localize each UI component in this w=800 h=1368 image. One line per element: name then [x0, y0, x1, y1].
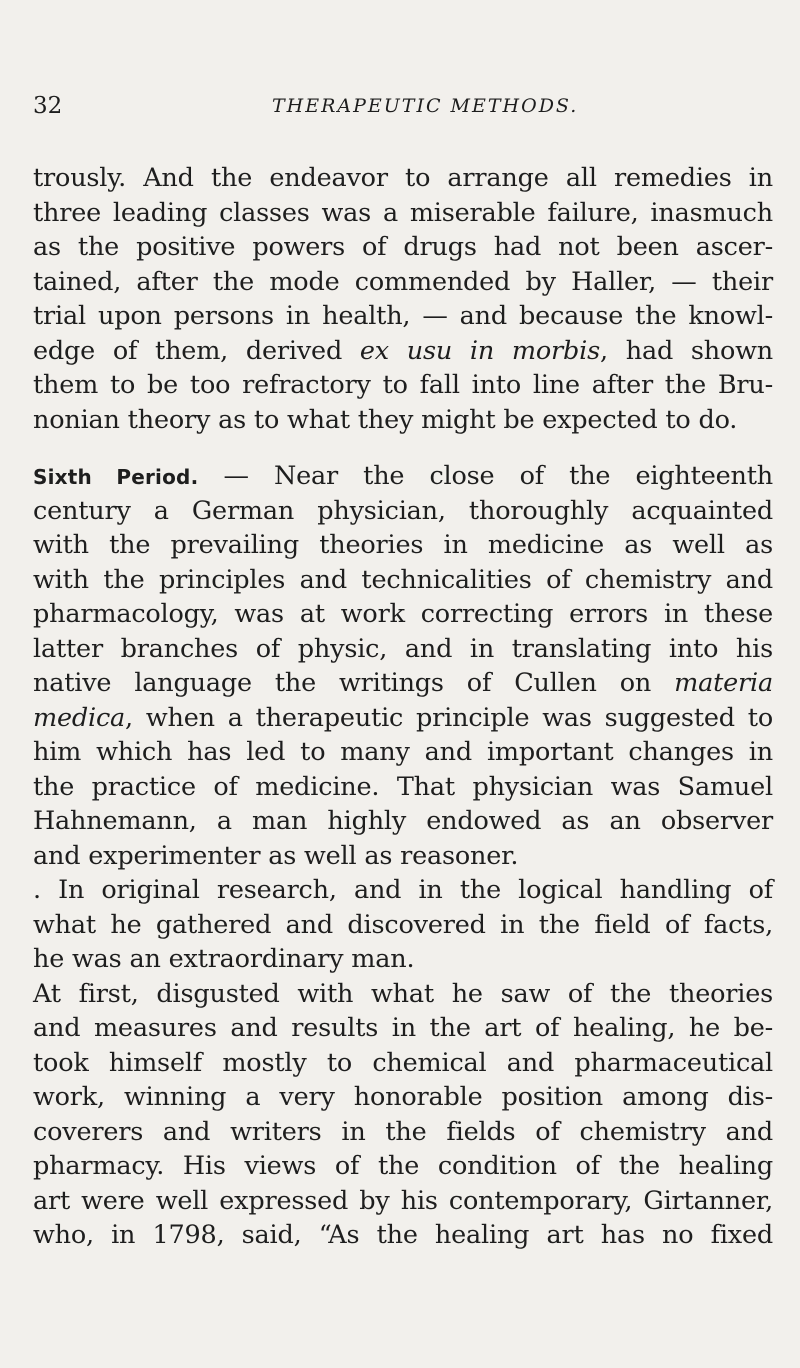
- text-line: [33, 839, 773, 874]
- text-segment: who, in 1798, said, “As the healing art has no fixed: [33, 1220, 773, 1250]
- text-segment: pharmacy. His views of the condition of the healing: [33, 1151, 773, 1181]
- text-segment: with the prevailing theories in medicine as well as: [33, 530, 773, 560]
- text-segment: , when a therapeutic principle was suggested to: [125, 702, 773, 733]
- text-segment: them to be too refractory to fall into line after the Bru-: [33, 370, 773, 400]
- text-line: [33, 701, 773, 736]
- text-line: [33, 942, 773, 977]
- italic-phrase: medica: [33, 702, 126, 733]
- text-line: [33, 403, 773, 438]
- text-segment: trously. And the endeavor to arrange all remedies in: [33, 163, 773, 193]
- text-segment: — Near the close of the eighteenth: [198, 461, 773, 491]
- text-segment: art were well expressed by his contemporary, Girtanner,: [33, 1185, 773, 1216]
- text-line: [33, 161, 773, 196]
- text-segment: the practice of medicine. That physician was Samuel: [33, 771, 773, 802]
- text-line: [33, 1046, 773, 1081]
- text-segment: nonian theory as to what they might be expected to do.: [33, 404, 738, 435]
- text-segment: native language the writings of Cullen on: [33, 668, 675, 698]
- text-segment: work, winning a very honorable position among dis-: [33, 1082, 773, 1112]
- text-segment: latter branches of physic, and in translating into his: [33, 633, 773, 664]
- text-segment: Hahnemann, a man highly endowed as an observer: [33, 806, 773, 836]
- text-line: [33, 265, 773, 300]
- text-line: [33, 1011, 773, 1046]
- text-segment: and measures and results in the art of healing, he be-: [33, 1013, 773, 1043]
- text-segment: he was an extraordinary man.: [33, 944, 415, 974]
- text-line: [33, 804, 773, 839]
- page-number: 32: [33, 93, 63, 119]
- text-line: [33, 334, 773, 369]
- italic-phrase: ex usu in morbis: [359, 335, 600, 366]
- text-line: [33, 977, 773, 1012]
- text-segment: him which has led to many and important changes in: [33, 737, 773, 767]
- text-line: [33, 735, 773, 770]
- text-segment: . In original research, and in the logical handling of: [33, 875, 773, 905]
- text-line: [33, 1080, 773, 1115]
- text-line: [33, 770, 773, 805]
- text-line: [33, 459, 773, 494]
- text-segment: what he gathered and discovered in the field of facts,: [33, 909, 773, 940]
- text-line: [33, 563, 773, 598]
- text-segment: took himself mostly to chemical and pharmaceutical: [33, 1047, 773, 1078]
- text-line: [33, 230, 773, 265]
- text-line: [33, 368, 773, 403]
- text-segment: coverers and writers in the fields of chemistry and: [33, 1116, 773, 1147]
- text-segment: edge of them, derived: [33, 335, 360, 366]
- text-line: [33, 1115, 773, 1150]
- text-segment: trial upon persons in health, — and because the knowl-: [33, 301, 773, 331]
- text-line: [33, 908, 773, 943]
- running-head: THERAPEUTIC METHODS.: [272, 95, 579, 117]
- text-line: [33, 528, 773, 563]
- text-segment: tained, after the mode commended by Haller, — their: [33, 266, 773, 297]
- text-line: [33, 666, 773, 701]
- text-line: [33, 1218, 773, 1253]
- text-segment: as the positive powers of drugs had not been ascer-: [33, 232, 773, 262]
- text-line: [33, 196, 773, 231]
- text-segment: with the principles and technicalities of chemistry and: [33, 564, 773, 595]
- body-text: [33, 161, 773, 1253]
- text-segment: At first, disgusted with what he saw of the theories: [33, 978, 773, 1009]
- text-line: [33, 597, 773, 632]
- section-run-in-heading: Sixth Period.: [33, 465, 199, 489]
- text-segment: and experimenter as well as reasoner.: [33, 840, 519, 871]
- text-line: [33, 873, 773, 908]
- text-line: [33, 1149, 773, 1184]
- italic-phrase: materia: [674, 668, 773, 698]
- text-segment: pharmacology, was at work correcting errors in these: [33, 599, 773, 629]
- text-line: [33, 299, 773, 334]
- text-line: [33, 1184, 773, 1219]
- text-segment: , had shown: [600, 335, 773, 366]
- text-line: [33, 632, 773, 667]
- text-segment: three leading classes was a miserable failure, inasmuch: [33, 197, 773, 228]
- text-segment: century a German physician, thoroughly acquainted: [33, 495, 773, 526]
- text-line: [33, 494, 773, 529]
